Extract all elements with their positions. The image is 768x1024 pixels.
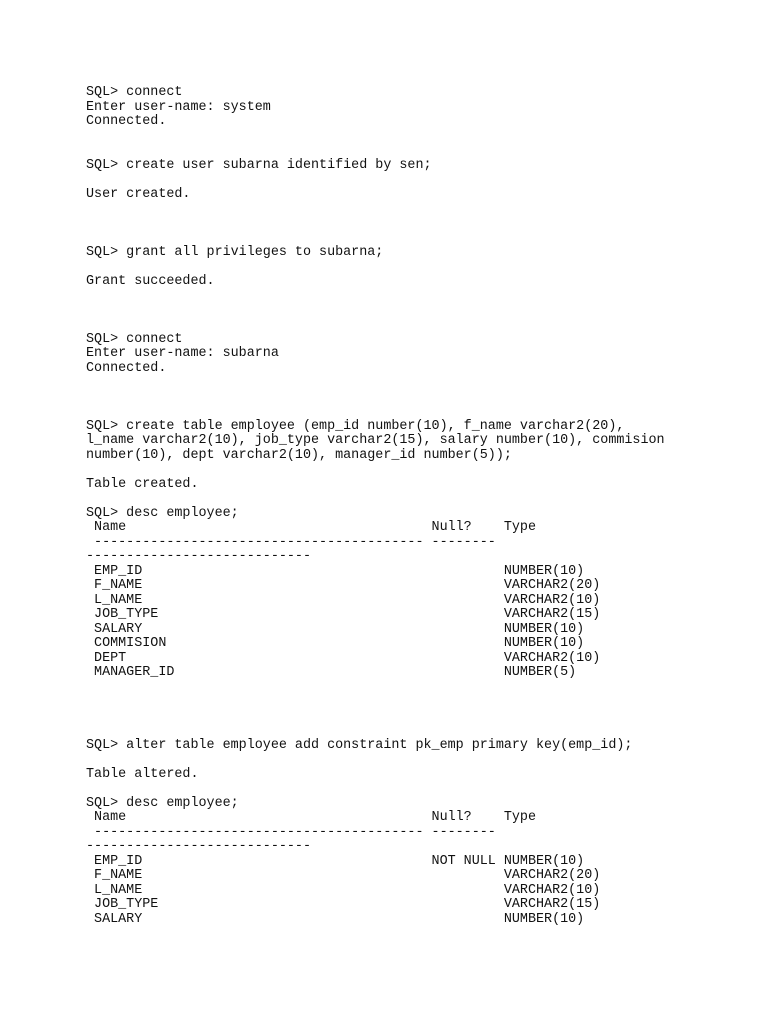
transcript-line: JOB_TYPE VARCHAR2(15): [86, 897, 601, 912]
blank-line: [86, 405, 665, 420]
blank-line: [86, 710, 665, 725]
blank-line: [86, 318, 665, 333]
blank-line: [86, 231, 665, 246]
blank-line: [86, 260, 665, 275]
blank-line: [86, 289, 665, 304]
transcript-line: EMP_ID NOT NULL NUMBER(10): [86, 853, 585, 869]
blank-line: [86, 217, 665, 232]
transcript-line: COMMISION NUMBER(10): [86, 636, 585, 651]
blank-line: [86, 173, 665, 188]
transcript-line: L_NAME VARCHAR2(10): [86, 882, 601, 898]
blank-line: [86, 695, 665, 710]
transcript-line: EMP_ID NUMBER(10): [86, 563, 585, 579]
transcript-line: l_name varchar2(10), job_type varchar2(15), salary number(10), commision: [86, 433, 665, 448]
transcript-line: SQL> desc employee;: [86, 505, 239, 521]
sql-transcript: [86, 86, 665, 927]
transcript-line: DEPT VARCHAR2(10): [86, 650, 601, 666]
transcript-line: Table altered.: [86, 766, 199, 782]
blank-line: [86, 681, 665, 696]
transcript-line: Connected.: [86, 114, 167, 129]
transcript-line: ----------------------------------------- --------: [86, 824, 496, 840]
transcript-line: SQL> alter table employee add constraint pk_emp primary key(emp_id);: [86, 737, 633, 753]
transcript-line: F_NAME VARCHAR2(20): [86, 578, 601, 593]
transcript-line: SQL> desc employee;: [86, 795, 239, 811]
transcript-line: ----------------------------: [86, 549, 311, 564]
transcript-line: SQL> connect: [86, 85, 183, 100]
blank-line: [86, 492, 665, 507]
transcript-line: number(10), dept varchar2(10), manager_id number(5));: [86, 447, 512, 463]
transcript-line: SQL> create user subarna identified by sen;: [86, 157, 432, 173]
blank-line: [86, 376, 665, 391]
transcript-line: ----------------------------: [86, 839, 311, 854]
transcript-line: JOB_TYPE VARCHAR2(15): [86, 607, 601, 622]
transcript-line: Table created.: [86, 476, 199, 492]
transcript-line: Connected.: [86, 360, 167, 376]
blank-line: [86, 463, 665, 478]
transcript-line: Name Null? Type: [86, 810, 536, 825]
transcript-line: MANAGER_ID NUMBER(5): [86, 665, 577, 680]
blank-line: [86, 304, 665, 319]
blank-line: [86, 724, 665, 739]
transcript-line: SQL> grant all privileges to subarna;: [86, 244, 384, 260]
blank-line: [86, 391, 665, 406]
transcript-line: Name Null? Type: [86, 520, 536, 535]
transcript-line: SQL> connect: [86, 331, 183, 347]
transcript-line: User created.: [86, 186, 191, 202]
blank-line: [86, 753, 665, 768]
transcript-line: SALARY NUMBER(10): [86, 911, 585, 927]
blank-line: [86, 144, 665, 159]
transcript-line: SALARY NUMBER(10): [86, 621, 585, 637]
transcript-line: Enter user-name: system: [86, 99, 271, 115]
transcript-line: Enter user-name: subarna: [86, 346, 279, 361]
transcript-line: SQL> create table employee (emp_id number(10), f_name varchar2(20),: [86, 418, 625, 434]
transcript-line: Grant succeeded.: [86, 273, 215, 289]
blank-line: [86, 782, 665, 797]
transcript-line: F_NAME VARCHAR2(20): [86, 868, 601, 883]
transcript-line: L_NAME VARCHAR2(10): [86, 592, 601, 608]
transcript-line: ----------------------------------------- --------: [86, 534, 496, 550]
blank-line: [86, 130, 665, 145]
blank-line: [86, 202, 665, 217]
